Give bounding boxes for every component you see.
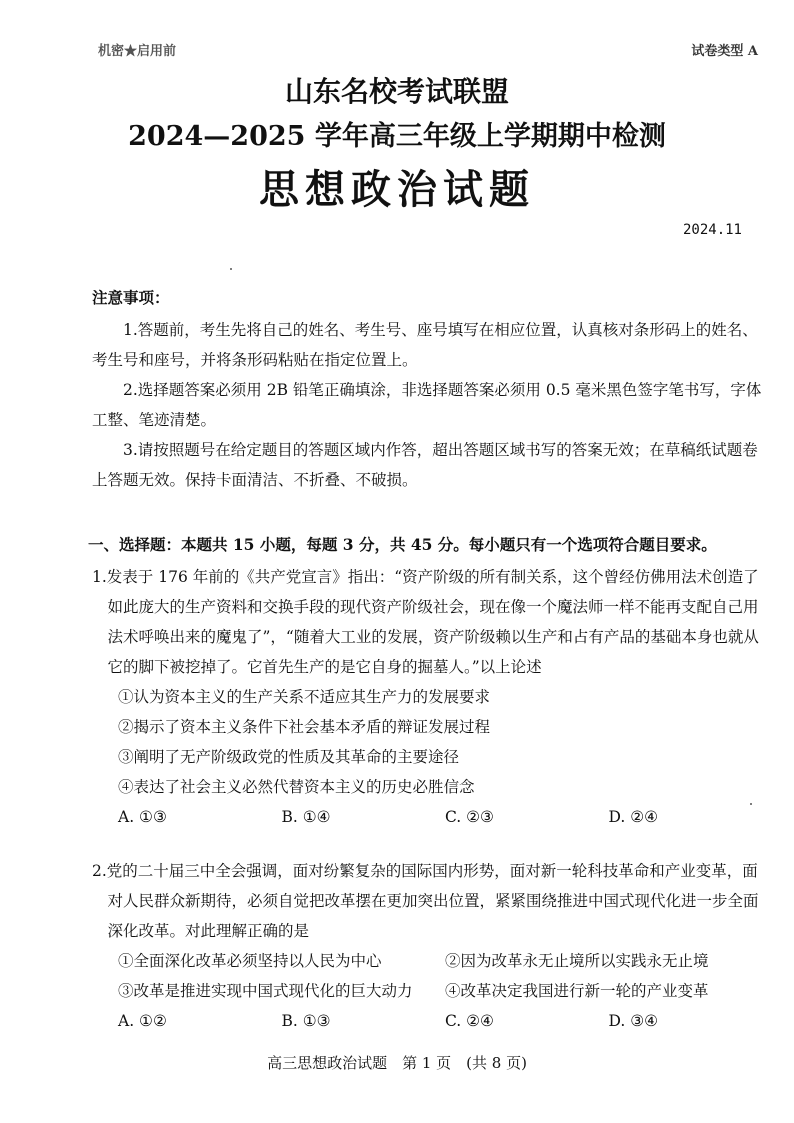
notice-heading: 注意事项： <box>92 288 170 307</box>
choice-b: B. ①④ <box>281 808 331 826</box>
statement-option: ②因为改革永无止境所以实践永无止境 <box>445 952 709 970</box>
notice-item: 1.答题前，考生先将自己的姓名、考生号、座号填写在相应位置，认真核对条形码上的姓名、考生号和座号，并将条形码粘贴在指定位置上。 <box>92 321 758 369</box>
question-stem: 1.发表于 176 年前的《共产党宣言》指出：“资产阶级的所有制关系，这个曾经仿佛用法术创造了如此庞大的生产资料和交换手段的现代资产阶级社会，现在像一个魔法师一样不能再支配自己用法术呼唤出来的魔鬼了”，“随着大工业的发展，资产阶级赖以生产和占有产品的基础本身也就从它的脚下被挖掉了。它首先生产的是它自身的掘墓人。”以上论述 <box>92 568 759 676</box>
answer-choices <box>92 1006 772 1036</box>
statement-option: ②揭示了资本主义条件下社会基本矛盾的辩证发展过程 <box>118 718 491 736</box>
statement-row <box>92 946 772 976</box>
notice-item: 3.请按照题号在给定题目的答题区域内作答，超出答题区域书写的答案无效；在草稿纸试题卷上答题无效。保持卡面清洁、不折叠、不破损。 <box>92 441 758 489</box>
question-1 <box>92 562 772 832</box>
statement-option: ④表达了社会主义必然代替资本主义的历史必胜信念 <box>118 778 475 796</box>
statement-option: ③改革是推进实现中国式现代化的巨大动力 <box>118 982 413 1000</box>
paper-type-label: 试卷类型 A <box>691 44 758 59</box>
choice-b: B. ①③ <box>281 1012 331 1030</box>
choice-d: D. ③④ <box>608 1012 659 1030</box>
choice-a: A. ①③ <box>118 808 167 826</box>
exam-alliance-title: 山东名校考试联盟 <box>284 75 509 108</box>
scan-speck <box>230 268 232 270</box>
choice-c: C. ②④ <box>445 1012 494 1030</box>
statement-option: ①认为资本主义的生产关系不适应其生产力的发展要求 <box>118 688 491 706</box>
question-stem: 2.党的二十届三中全会强调，面对纷繁复杂的国际国内形势，面对新一轮科技革命和产业变革，面对人民群众新期待，必须自觉把改革摆在更加突出位置，紧紧围绕推进中国式现代化进一步全面深化改革。对此理解正确的是 <box>92 862 759 940</box>
choice-c: C. ②③ <box>445 808 494 826</box>
confidential-label: 机密★启用前 <box>98 44 177 59</box>
question-2 <box>92 856 772 1036</box>
statement-option: ③阐明了无产阶级政党的性质及其革命的主要途径 <box>118 748 460 766</box>
exam-term-title: 2024—2025 学年高三年级上学期期中检测 <box>128 121 666 152</box>
page-footer: 高三思想政治试题 第 1 页 (共 8 页) <box>267 1054 527 1072</box>
statement-row <box>92 976 772 1006</box>
notice-item: 2.选择题答案必须用 2B 铅笔正确填涂，非选择题答案必须用 0.5 毫米黑色签字笔书写，字体工整、笔迹清楚。 <box>92 381 762 429</box>
subject-title: 思想政治试题 <box>259 166 535 213</box>
answer-choices <box>92 802 772 832</box>
notice-list <box>92 315 772 495</box>
statement-option: ①全面深化改革必须坚持以人民为中心 <box>118 952 382 970</box>
exam-date: 2024.11 <box>682 222 742 238</box>
choice-a: A. ①② <box>118 1012 167 1030</box>
choice-d: D. ②④ <box>608 808 659 826</box>
statement-option: ④改革决定我国进行新一轮的产业变革 <box>445 982 709 1000</box>
scan-speck <box>750 803 752 805</box>
section-heading: 一、选择题：本题共 15 小题，每题 3 分，共 45 分。每小题只有一个选项符合题目要求。 <box>88 535 717 554</box>
